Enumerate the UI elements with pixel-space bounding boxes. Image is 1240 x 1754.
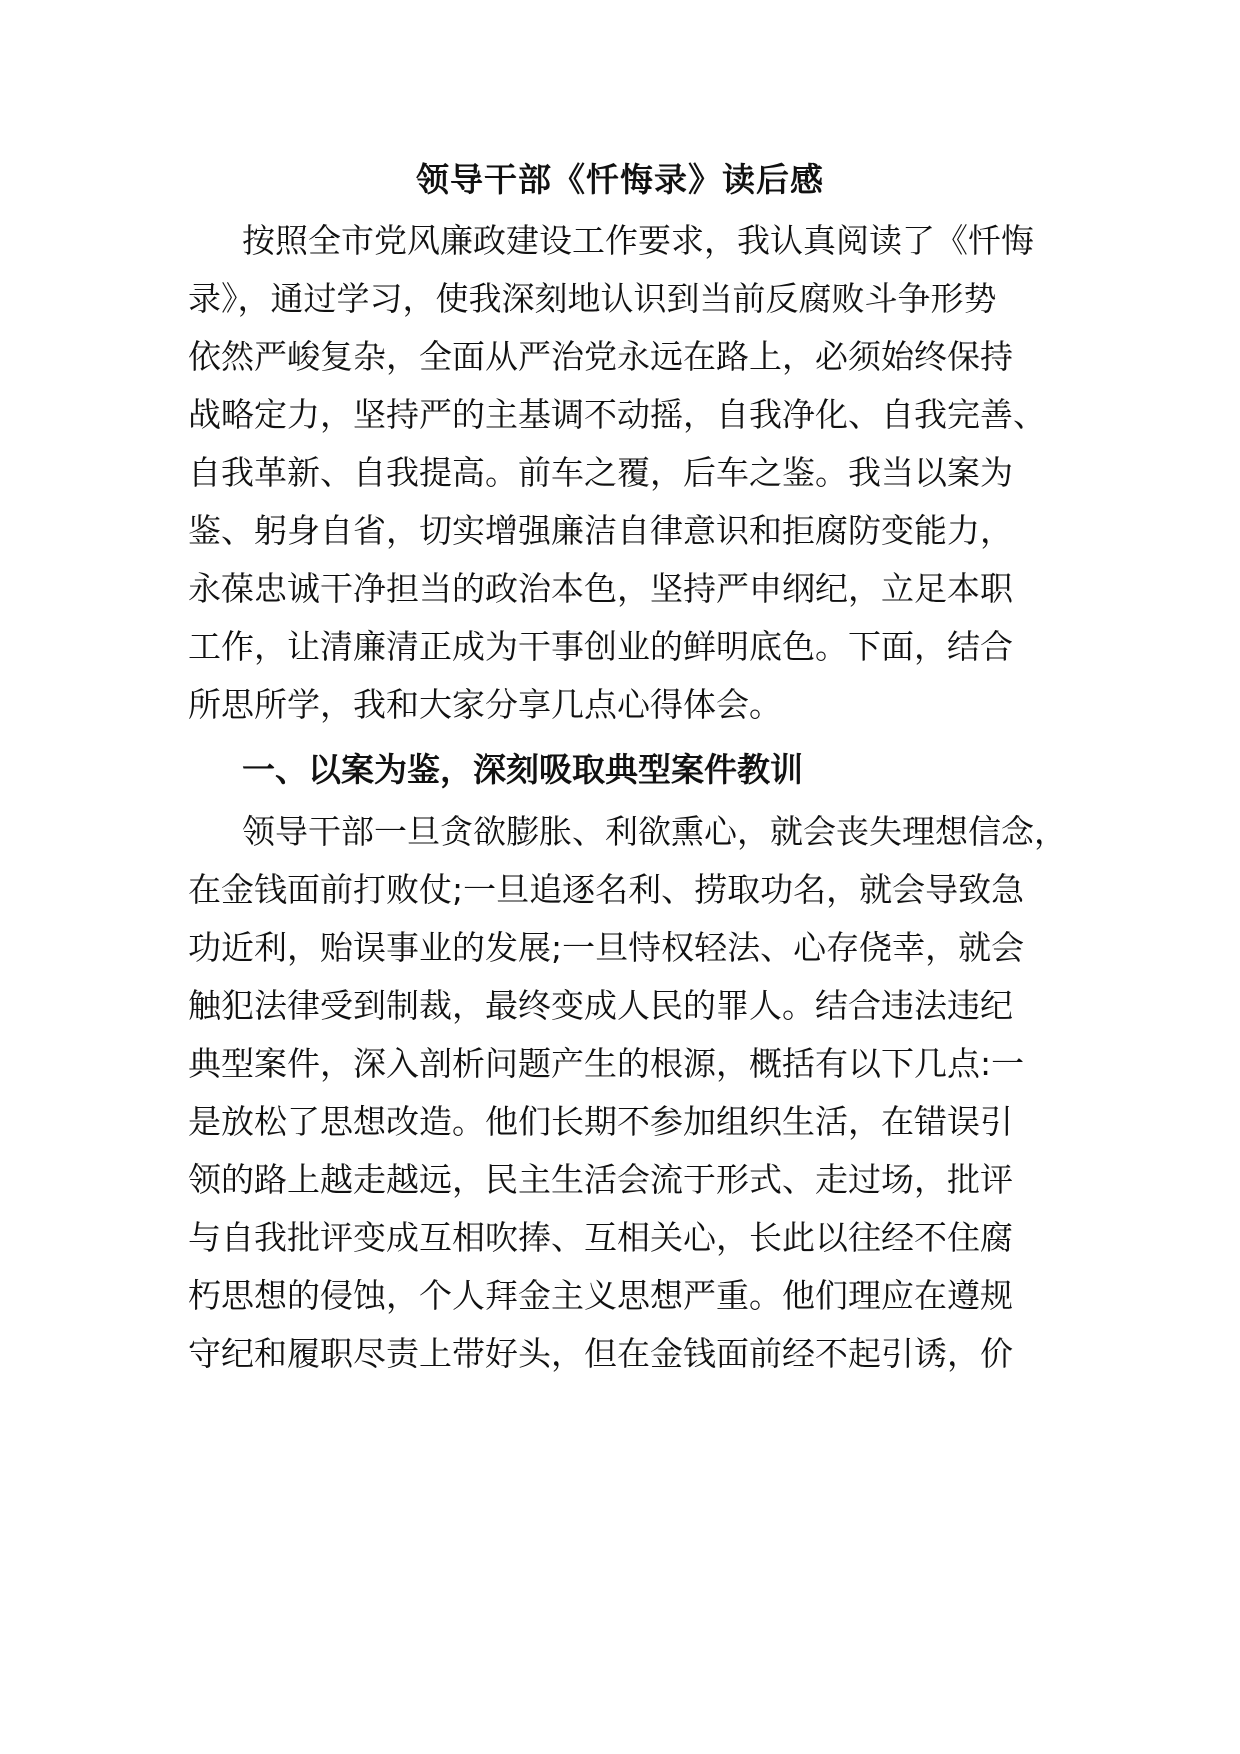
section-1-heading: 一、以案为鉴，深刻吸取典型案件教训 <box>242 750 803 789</box>
intro-line-9: 所思所学，我和大家分享几点心得体会。 <box>188 685 782 724</box>
intro-line-7: 永葆忠诚干净担当的政治本色，坚持严申纲纪，立足本职 <box>188 569 1013 608</box>
section-1-line-2: 在金钱面前打败仗;一旦追逐名利、捞取功名，就会导致急 <box>188 870 1025 909</box>
section-1-line-7: 领的路上越走越远，民主生活会流于形式、走过场，批评 <box>188 1160 1013 1199</box>
intro-line-3: 依然严峻复杂，全面从严治党永远在路上，必须始终保持 <box>188 337 1013 376</box>
section-1-line-8: 与自我批评变成互相吹捧、互相关心，长此以往经不住腐 <box>188 1218 1013 1257</box>
intro-line-2: 录》，通过学习，使我深刻地认识到当前反腐败斗争形势 <box>188 279 997 318</box>
section-1-line-1: 领导干部一旦贪欲膨胀、利欲熏心，就会丧失理想信念， <box>242 812 1067 851</box>
intro-line-6: 鉴、躬身自省，切实增强廉洁自律意识和拒腐防变能力， <box>188 511 1013 550</box>
section-1-line-3: 功近利，贻误事业的发展;一旦恃权轻法、心存侥幸，就会 <box>188 928 1025 967</box>
intro-line-5: 自我革新、自我提高。前车之覆，后车之鉴。我当以案为 <box>188 453 1013 492</box>
intro-line-1: 按照全市党风廉政建设工作要求，我认真阅读了《忏悔 <box>242 221 1034 260</box>
intro-line-8: 工作，让清廉清正成为干事创业的鲜明底色。下面，结合 <box>188 627 1013 666</box>
section-1-line-5: 典型案件，深入剖析问题产生的根源，概括有以下几点:一 <box>188 1044 1025 1083</box>
section-1-line-6: 是放松了思想改造。他们长期不参加组织生活，在错误引 <box>188 1102 1013 1141</box>
intro-line-4: 战略定力，坚持严的主基调不动摇，自我净化、自我完善、 <box>188 395 1046 434</box>
document-title: 领导干部《忏悔录》读后感 <box>416 160 824 199</box>
section-1-line-4: 触犯法律受到制裁，最终变成人民的罪人。结合违法违纪 <box>188 986 1013 1025</box>
section-1-line-10: 守纪和履职尽责上带好头，但在金钱面前经不起引诱，价 <box>188 1334 1013 1373</box>
section-1-line-9: 朽思想的侵蚀，个人拜金主义思想严重。他们理应在遵规 <box>188 1276 1013 1315</box>
